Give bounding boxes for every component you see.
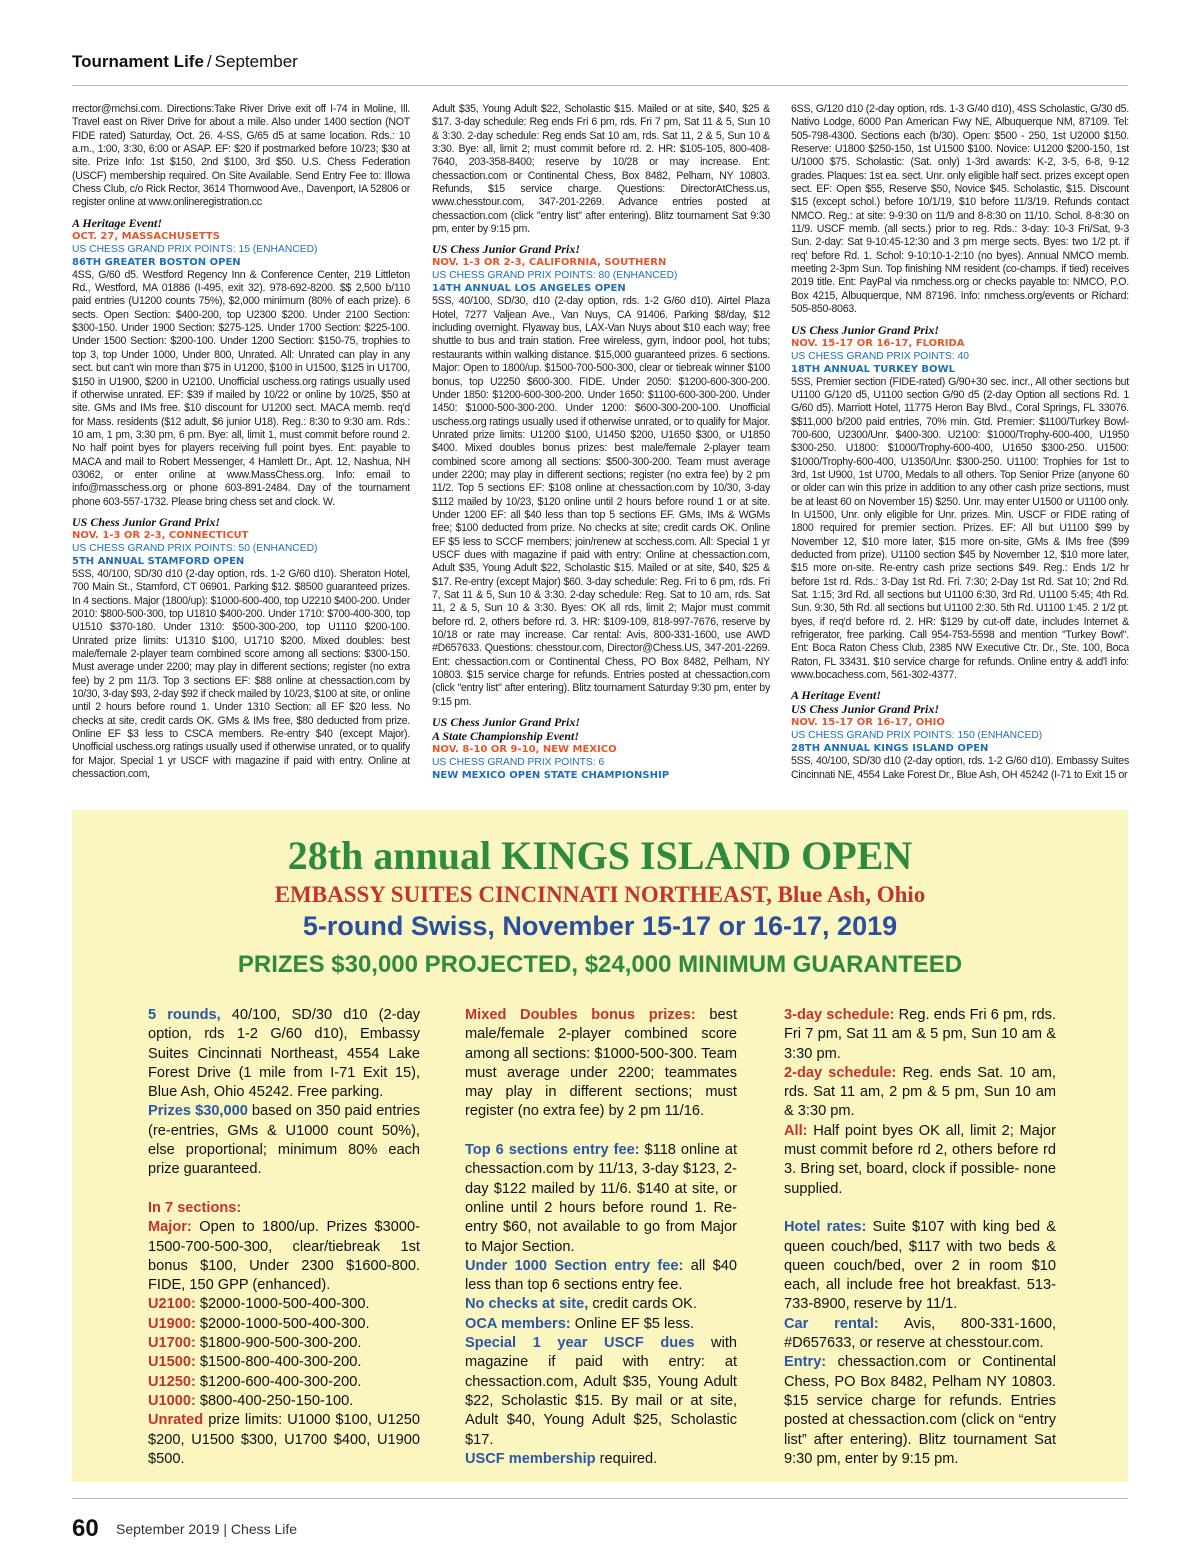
ad-paragraph	[122, 1006, 420, 1102]
ad-title: 28th annual KINGS ISLAND OPEN	[287, 833, 913, 878]
ad-paragraph	[439, 1334, 737, 1450]
ad-label: U1700:	[148, 1335, 196, 1352]
event-tag: A Heritage Event!	[791, 688, 881, 703]
event-body: 5SS, 40/100, SD/30, d10 (2-day option, rds. 1-2 G/60 d10). Airtel Plaza Hotel, 7277 Valjean Ave., Van Nuys, CA 91406. Parking $8/day, $12 including overnight. Flyaway bus, LAX-Van Nuys about $10 each way; free shuttle to bus and train station. Free wireless, gym, indoor pool, hot tubs; restaurants within walking distance. $15,000 guaranteed prizes. 6 sections. Major: Open to 1800/up. $1500-700-500-300, clear or tiebreak winner $100 bonus, top U2250 $600-300. FIDE. Under 2050: $1200-600-300-200. Under 1850: $1200-600-300-200. Under 1650: $1100-600-300-200. Under 1450: $1000-500-300-200. Under 1200: $600-300-200-100. Unofficial uschess.org ratings usually used if otherwise unrated, or to qualify for Major. Unrated prize limits: U1200 $100, U1450 $200, U1650 $300, or U1850 $400. Mixed doubles bonus prizes: best male/female 2-player team combined score among all sections: $500-300-200. Team must average under 2200; may play in different sections; register (no extra fee) by 2 pm 11/2. Top 5 sections EF: $108 online at chessaction.com by 10/30, 3-day $112 mailed by 10/23, $120 online until 2 hours before round 1 or at site. Under 1200 EF: all $40 less than top 5 sections EF. GMs, IMs & WGMs free; $100 deducted from prize. No checks at site; credit cards OK. Online EF $5 less to SCCF members; join/renew at scchess.com. All: Special 1 yr USCF dues with magazine if paid with entry: Online at chessaction.com, Adult $35, Young Adult $22, Scholastic $15. Mailed or at site, $40, $25 & $17. Re-entry (except Major) $60. 3-day schedule: Reg. Fri to 6 pm, rds. Fri 7, Sat 11 & 5, Sun 10 & 3:30. 2-day schedule: Reg. Sat to 10 am, rds. Sat 11, 2 & 5, Sun 10 & 3:30. Byes: OK all rds, limit 2; Major must commit before rd. 2, others before rd. 3. HR: $109-109, 818-997-7676, reserve by 10/18 or rate may increase. Car rental: Avis, 800-331-1600, use AWD #D657633. Questions: chesstour.com, Director@Chess.US, 347-201-2269. Ent: chessaction.com or Continental Chess, PO Box 8482, Pelham, NY 10803. $15 service charge for refunds. Entries posted at chessaction.com (click "entry list" after entering). Blitz tournament Saturday 9:30 pm, enter by 9:15 pm.	[432, 295, 770, 708]
event-title: 18TH ANNUAL TURKEY BOWL	[791, 363, 955, 375]
event-gp-points: US CHESS GRAND PRIX POINTS: 150 (ENHANCED)	[791, 730, 1043, 742]
event-title: 5TH ANNUAL STAMFORD OPEN	[72, 555, 245, 567]
footer-publication: September 2019 | Chess Life	[116, 1521, 298, 1537]
event-tag: A State Championship Event!	[432, 729, 580, 744]
ad-paragraph	[122, 1102, 420, 1179]
ad-label: Prizes $30,000	[148, 1103, 248, 1120]
ad-paragraph	[439, 1450, 737, 1469]
ad-label: All:	[784, 1122, 808, 1139]
ad-format: 5-round Swiss, November 15-17 or 16-17, 2019	[302, 911, 898, 941]
ad-label: U1500:	[148, 1354, 196, 1371]
ad-paragraph	[439, 1257, 737, 1296]
ad-text: credit cards OK.	[588, 1296, 697, 1313]
ad-paragraph	[758, 1218, 1056, 1314]
ad-text: $2000-1000-500-400-300.	[195, 1296, 370, 1313]
ad-text: Online EF $5 less.	[570, 1315, 694, 1332]
ad-paragraph	[122, 1199, 420, 1218]
event-gp-points: US CHESS GRAND PRIX POINTS: 40	[791, 350, 969, 362]
ad-label: Special 1 year USCF dues	[465, 1335, 695, 1352]
event-body: 4SS, G/60 d5. Westford Regency Inn & Conference Center, 219 Littleton Rd., Westford, MA 01886 (I-495, exit 32). 978-692-8200. $$ 2,500 b/110 paid entries (U1200 counts 75%), $2,000 minimum (80% of each prize). 6 sects. Open Section: $400-200, top U2300 $200. Under 2100 Section: $300-150. Under 1900 Section: $275-125. Under 1700 Section: $225-100. Under 1500 Section: $200-100. Under 1200 Section: $150-75, trophies to top 3, top Under 1000, Under 800, Unrated. All: Unrated can play in any sect. but can't win more than $75 in U1200, $100 in U1500, $125 in U1700, $150 in U1900, $200 in U2100. Unofficial uschess.org ratings usually used if otherwise unrated. EF: $39 if mailed by 10/22 or online by 10/25, $50 at site. GMs and IMs free. $10 discount for U1200 sect. MACA memb. req'd for Mass. residents ($12 adult, $6 junior U18). Reg.: 8:30 to 9:30 am. Rds.: 10 am, 1 pm, 3:30 pm, 6 pm. Bye: all, limit 1, must commit before round 2. No half point byes for players receiving full point byes. Ent: payable to MACA and mail to Robert Messenger, 4 Hamlett Dr., Apt. 12, Nashua, NH 03062, or enter online at www.MassChess.org. Info: email to info@masschess.org or phone 603-891-2484. Day of the tournament phone 603-557-1732. Please bring chess set and clock. W.	[72, 268, 410, 508]
ad-text: $1500-800-400-300-200.	[195, 1354, 362, 1371]
spacer	[439, 1122, 737, 1141]
ad-paragraph	[122, 1373, 420, 1392]
event-gp-points: US CHESS GRAND PRIX POINTS: 50 (ENHANCED)	[72, 542, 318, 554]
ad-text: Reg. ends Sat. 10 am, rds. Sat 11 am, 2 pm & 5 pm, Sun 10 am & 3:30 pm.	[784, 1064, 1056, 1120]
header-section: Tournament Life	[72, 52, 204, 71]
ad-text: required.	[595, 1450, 658, 1467]
ad-label: Hotel rates:	[784, 1219, 867, 1236]
ad-text: $2000-1000-500-400-300.	[195, 1315, 370, 1332]
ad-text: all $40 less than top 6 sections entry fee.	[465, 1257, 737, 1294]
listing-text: 6SS, G/120 d10 (2-day option, rds. 1-3 G/40 d10), 4SS Scholastic, G/30 d5. Nativo Lodge, 6000 Pan American Fwy NE, Albuquerque NM, 87109. Tel: 505-798-4300. Sections each (b/30). Open: $500 - 250, 1st U2000 $150. Reserve: U1800 $250-150, 1st U1500 $100. Novice: U1200 $200-150, 1st U/1000 $75. Scholastic: (Sat. only) 1-3rd awards: K-2, 3-5, 6-8, 9-12 grades. Plaques: 1st ea. sect. Unr. only eligible half sect. prizes except open sect. EF: Open $55, Reserve $50, Novice $45. Scholastic, $15. Discount $15 (except schol.) before 10/1/19, $10 before 11/3/19. Refunds contact NMCO. Reg.: at site: 9-9:30 on 11/9 and 8-8:30 on 11/10. Schol. 8-8:30 on 11/9. USCF memb. (all sects.) prior to reg. Rds.: 3-day: 10-3 Fri/Sat, 9-3 Sun. 2-day: Sat 9-10:45-12:30 and 3 pm merge sects. Byes: two 1/2 pt. if req' before Rd. 1. Schol: 9-10:10-1-2:10 (no byes). Annual NMCO memb. meeting 2-3pm Sun. Top finishing NM resident (co-champs. if tied) receives 2019 title. Ent: PayPal via nmchess.org or checks payable to: NMCO, P.O. Box 4215, Albuquerque, NM 87196. Info: nmchess.org/events or Richard: 505-850-8063.	[791, 103, 1129, 316]
ad-venue	[72, 882, 1128, 908]
ad-label: In 7 sections:	[148, 1199, 242, 1216]
event-title: 28TH ANNUAL KINGS ISLAND OPEN	[791, 743, 989, 755]
ad-paragraph	[122, 1353, 420, 1372]
event-body: 5SS, 40/100, SD/30 d10 (2-day option, rds. 1-2 G/60 d10). Embassy Suites Cincinnati NE, 4554 Lake Forest Dr., Blue Ash, OH 45242 (I-71 to Exit 15 or	[791, 755, 1129, 781]
ad-label: 3-day schedule:	[784, 1007, 895, 1023]
ad-label: Entry:	[784, 1354, 827, 1371]
event-tag: A Heritage Event!	[72, 215, 162, 230]
ad-label: U1250:	[148, 1373, 196, 1390]
event-gp-points: US CHESS GRAND PRIX POINTS: 15 (ENHANCED)	[72, 243, 318, 255]
ad-text: with magazine if paid with entry: at chessaction.com, Adult $35, Young Adult $22, Scholastic $15. By mail or at site, Adult $40, Young Adult $25, Scholastic $17.	[465, 1335, 737, 1448]
event-tag: US Chess Junior Grand Prix!	[791, 322, 940, 337]
event-body: 5SS, Premier section (FIDE-rated) G/90+30 sec. incr., All other sections but U1100 G/120 d5, U1100 section G/90 d5 (2-day Option all sections Rd. 1 G/60 d5). Marriott Hotel, 11775 Heron Bay Blvd., Coral Springs, FL 33076. $$11,000 b/200 paid entries, 70% min. Gtd. Premier: $1100/Turkey Bowl-700-600, U2300/Unr. $400-300. U2100: $1000/Trophy-600-400, U1950 $300-250. U1800: $1000/Trophy-600-400, U1650 $300-250. U1500: $1000/Trophy-600-400, U1350/Unr. $300-250. U1100: Trophies for 1st to 3rd, 1st U900, 1st U700, Medals to all others. Top Senior Prize (anyone 60 or older can win this prize in addition to any other cash prize sections, must be at least 60 on November 15) $250. Unr. may enter U1500 or U1100 only. In U1500, Unr. only eligible for Unr. prizes. Min. USCF or FIDE rating of 1800 required for premier section. Prizes. EF: All but U1100 $99 by November 12, $10 more later, $15 more on-site, GMs & IMs free ($99 deducted from prize). U1100 section $45 by November 12, $10 more later, $15 more on-site. Re-entry cash prize sections $49. Reg.: Ends 1/2 hr before 1st rd. Rds.: 3-Day 1st Rd. Fri. 7:30; 2-Day 1st Rd. Sat 10; 2nd Rd. Sat. 1:15; 3rd Rd. all sections but U1100 6:30, 3rd Rd. U1100 5:45; 4th Rd. Sun. 9:30, 5th Rd. all sections but U1100 2:30. 5th Rd. U1100 1:45. 2 1/2 pt. byes, if req'd before rd. 2. HR: $129 by cut-off date, includes Internet & refrigerator, free parking. Call 954-753-5598 and mention "Turkey Bowl". Ent: Boca Raton Chess Club, 2385 NW Executive Ctr. Dr., Ste. 100, Boca Raton, FL 33431. $10 service charge for refunds. Online entry & add'l info: www.bocachess.com, 561-302-4377.	[791, 375, 1129, 682]
header-month: September	[214, 52, 298, 71]
event-tag: US Chess Junior Grand Prix!	[791, 702, 940, 717]
page-number: 60	[72, 1515, 99, 1542]
ad-label: Under 1000 Section entry fee:	[465, 1257, 684, 1274]
ad-venue-city: Blue Ash, Ohio	[777, 882, 926, 907]
event-title: NEW MEXICO OPEN STATE CHAMPIONSHIP	[432, 770, 670, 782]
kings-island-ad	[72, 810, 1128, 1482]
ad-text: $1800-900-500-300-200.	[195, 1335, 362, 1352]
ad-paragraph	[122, 1218, 420, 1295]
listing-text: Adult $35, Young Adult $22, Scholastic $15. Mailed or at site, $40, $25 & $17. 3-day schedule: Reg ends Fri 6 pm, rds. Fri 7 pm, Sat 11 & 5, Sun 10 & 3:30. 2-day schedule: Reg ends Sat 10 am, rds. Sat 11, 2 & 5, Sun 10 & 3:30. Bye: all, limit 2; must commit before rd. 2. HR: $105-105, 800-408-7640, 203-358-8400; reserve by 10/28 or may increase. Ent: chessaction.com or Continental Chess, Box 8482, Pelham, NY 10803. Refunds, $15 service charge. Questions: DirectorAtChess.us, www.chesstour.com, 347-201-2269. Advance entries posted at chessaction.com (click "entry list" after entering). Blitz tournament Sat 9:30 pm, enter by 9:15 pm.	[432, 103, 770, 236]
ad-text: based on 350 paid entries (re-entries, GMs & U1000 count 50%), else proportional; minimum 80% each prize guaranteed.	[148, 1103, 420, 1178]
event-title: 86TH GREATER BOSTON OPEN	[72, 256, 241, 268]
event-title: 14TH ANNUAL LOS ANGELES OPEN	[432, 283, 626, 295]
ad-paragraph	[122, 1295, 420, 1314]
ad-paragraph	[758, 1122, 1056, 1199]
event-date: NOV. 1-3 OR 2-3, CONNECTICUT	[72, 529, 249, 541]
event-date: NOV. 8-10 OR 9-10, NEW MEXICO	[432, 744, 617, 756]
ad-text: $1200-600-400-300-200.	[195, 1373, 362, 1390]
ad-text: best male/female 2-player combined score among all sections: $1000-500-300. Team must average under 2200; teammates may play in different sections; must register (no extra fee) by 2 pm 11/16.	[465, 1007, 738, 1120]
ad-label: Mixed Doubles bonus prizes:	[465, 1007, 696, 1023]
event-body: 5SS, 40/100, SD/30 d10 (2-day option, rds. 1-2 G/60 d10). Sheraton Hotel, 700 Main St., Stamford, CT 06901. Parking $12. $8500 guaranteed prizes. In 4 sections. Major (1800/up): $1000-600-400, top U2210 $400-200. Under 2010: $800-500-300, top U1810 $400-200. Under 1710: $700-400-300, top U1510 $370-180. Under 1310: $500-300-200, top U1110 $200-100. Unrated prize limits: U1310 $100, U1710 $200. Mixed doubles: best male/female 2-player team combined score among all sections: $300-150. Must average under 2200; may play in different sections; register (no extra fee) by 2 pm 11/3. Top 3 sections EF: $88 online at chessaction.com by 10/30, 3-day $93, 2-day $92 if check mailed by 10/23, $100 at site, or online until 2 hours before round 1. Under 1310 Section: all EF $20 less. No checks at site, credit cards OK. GMs & IMs free, $80 deducted from prize. Online EF $3 less to CSCA members. Re-entry $40 (except Major). Unofficial uschess.org ratings usually used if otherwise unrated, or to qualify for Major. Special 1 yr USCF with magazine if paid with entry. Online at chessaction.com,	[72, 567, 410, 781]
ad-column-3	[758, 1006, 1056, 1469]
event-gp-points: US CHESS GRAND PRIX POINTS: 6	[432, 757, 605, 769]
ad-text: Suite $107 with king bed & queen couch/bed, $117 with two beds & queen couch/bed, over 2 in room $10 each, all include free hot breakfast. 513-733-8900, reserve by 11/1.	[784, 1219, 1056, 1313]
ad-prizes-headline: PRIZES $30,000 PROJECTED, $24,000 MINIMUM GUARANTEED	[237, 951, 963, 978]
ad-paragraph	[758, 1315, 1056, 1354]
spacer	[758, 1199, 1056, 1218]
ad-column-1	[122, 1006, 420, 1469]
page-header	[72, 52, 1128, 86]
ad-paragraph	[758, 1064, 1056, 1122]
event-tag: US Chess Junior Grand Prix!	[432, 715, 581, 730]
ad-label: Unrated	[148, 1412, 204, 1429]
ad-label: USCF membership	[465, 1450, 596, 1467]
ad-paragraph	[439, 1006, 737, 1122]
ad-label: Major:	[148, 1219, 192, 1236]
event-tag: US Chess Junior Grand Prix!	[72, 514, 221, 529]
event-tag: US Chess Junior Grand Prix!	[432, 242, 581, 257]
listing-column-3	[791, 103, 1129, 793]
ad-label: 5 rounds,	[148, 1007, 221, 1023]
ad-text: prize limits: U1000 $100, U1250 $200, U1500 $300, U1700 $400, U1900 $500.	[148, 1412, 420, 1467]
listing-column-2	[432, 103, 770, 793]
listing-text: rrector@mchsi.com. Directions:Take River Drive exit off I-74 in Moline, Ill. Travel east on River Drive for about a mile. Also under 1400 section (NOT FIDE rated) Saturday, Oct. 26. 4-SS, G/65 d5 at same location. Rds.: 10 a.m., 1:00, 3:30, 6:00 or ASAP. EF: $20 if postmarked before 10/23; $30 at site. Prize Info: 1st $150, 2nd $100, 3rd $50. U.S. Chess Federation (USCF) membership required. On Site Available. Send Entry Fee to: Illowa Chess Club, c/o Rick Rector, 3614 Thornwood Ave., Davenport, IA 52806 or register online at www.onlineregistration.cc	[72, 103, 410, 209]
ad-label: No checks at site,	[465, 1296, 589, 1313]
spacer	[122, 1180, 420, 1199]
ad-text: $800-400-250-150-100.	[195, 1392, 354, 1409]
event-gp-points: US CHESS GRAND PRIX POINTS: 80 (ENHANCED)	[432, 270, 678, 282]
page-footer	[72, 1498, 1128, 1544]
ad-label: U1000:	[148, 1392, 196, 1409]
ad-paragraph	[439, 1315, 737, 1334]
event-date: OCT. 27, MASSACHUSETTS	[72, 230, 220, 242]
ad-paragraph	[758, 1353, 1056, 1469]
ad-paragraph	[758, 1006, 1056, 1064]
ad-text: $118 online at chessaction.com by 11/13, 3-day $123, 2-day $122 mailed by 11/6. $140 at site, or online until 2 hours before round 1. Re-entry $60, not available to go from Major to Major Section.	[465, 1142, 738, 1255]
ad-paragraph	[122, 1315, 420, 1334]
ad-text: Avis, 800-331-1600, #D657633, or reserve at chesstour.com.	[784, 1315, 1056, 1352]
ad-text: Reg. ends Fri 6 pm, rds. Fri 7 pm, Sat 11 am & 5 pm, Sun 10 am & 3:30 pm.	[784, 1007, 1056, 1062]
event-date: NOV. 15-17 OR 16-17, OHIO	[791, 717, 945, 729]
listing-column-1	[72, 103, 410, 793]
ad-paragraph	[439, 1141, 737, 1257]
ad-label: Car rental:	[784, 1315, 879, 1332]
ad-paragraph	[122, 1392, 420, 1411]
ad-label: U2100:	[148, 1296, 196, 1313]
ad-text: chessaction.com or Continental Chess, PO Box 8482, Pelham NY 10803. $15 service charge for refunds. Entries posted at chessaction.com (click on “entry list” after entering). Blitz tournament Sat 9:30 pm, enter by 9:15 pm.	[784, 1354, 1056, 1467]
ad-paragraph	[122, 1411, 420, 1469]
ad-text: Half point byes OK all, limit 2; Major must commit before rd 2, others before rd 3. Bring set, board, clock if possible- none supplied.	[784, 1122, 1056, 1197]
header-slash: /	[206, 52, 212, 71]
event-date: NOV. 15-17 OR 16-17, FLORIDA	[791, 337, 965, 349]
ad-text: 40/100, SD/30 d10 (2-day option, rds 1-2 G/60 d10), Embassy Suites Cincinnati Northeast, 4554 Lake Forest Drive (1 mile from I-71 Exit 15), Blue Ash, Ohio 45242. Free parking.	[148, 1007, 421, 1101]
ad-label: Top 6 sections entry fee:	[465, 1142, 640, 1159]
ad-text: Open to 1800/up. Prizes $3000-1500-700-500-300, clear/tiebreak 1st bonus $100, Under 2300 $1600-800. FIDE, 150 GPP (enhanced).	[148, 1219, 420, 1294]
listings	[72, 103, 1128, 793]
ad-paragraph	[122, 1334, 420, 1353]
ad-column-2	[439, 1006, 737, 1469]
ad-paragraph	[439, 1295, 737, 1314]
ad-venue-name: EMBASSY SUITES CINCINNATI NORTHEAST,	[274, 882, 772, 907]
event-date: NOV. 1-3 OR 2-3, CALIFORNIA, SOUTHERN	[432, 257, 667, 269]
ad-label: 2-day schedule:	[784, 1064, 897, 1081]
ad-label: OCA members:	[465, 1315, 571, 1332]
ad-label: U1900:	[148, 1315, 196, 1332]
